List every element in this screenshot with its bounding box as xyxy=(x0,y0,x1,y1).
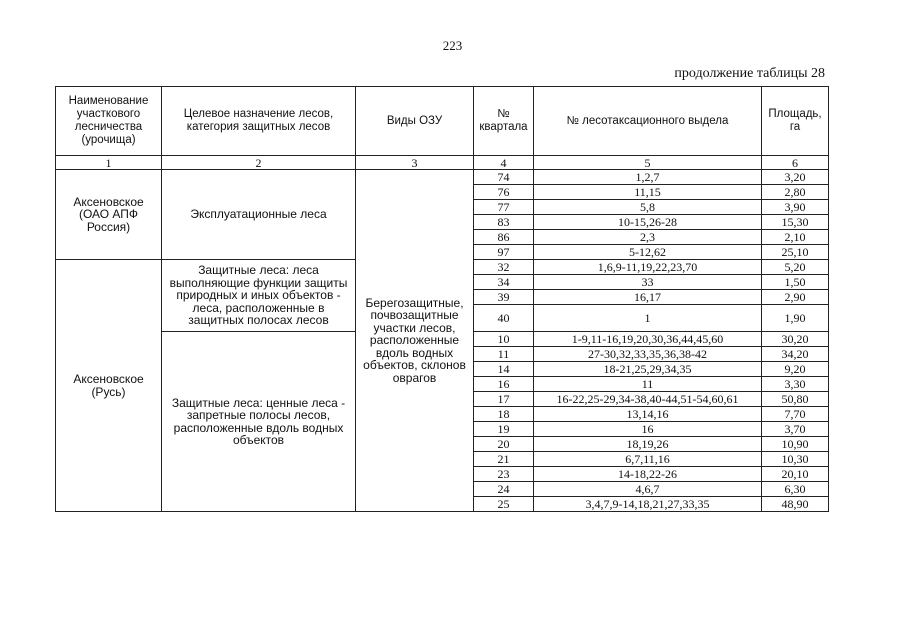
kvartal-cell: 11 xyxy=(474,347,534,362)
kvartal-cell: 20 xyxy=(474,437,534,452)
area-cell: 3,90 xyxy=(762,200,829,215)
vydel-cell: 1,2,7 xyxy=(534,170,762,185)
area-cell: 9,20 xyxy=(762,362,829,377)
kvartal-cell: 24 xyxy=(474,482,534,497)
column-number: 2 xyxy=(162,156,356,170)
vydel-cell: 2,3 xyxy=(534,230,762,245)
header-forestry: Наименование участкового лесничества (урочища) xyxy=(56,87,162,156)
kvartal-cell: 21 xyxy=(474,452,534,467)
column-number: 4 xyxy=(474,156,534,170)
kvartal-cell: 18 xyxy=(474,407,534,422)
vydel-cell: 14-18,22-26 xyxy=(534,467,762,482)
header-area: Площадь, га xyxy=(762,87,829,156)
vydel-cell: 5,8 xyxy=(534,200,762,215)
kvartal-cell: 76 xyxy=(474,185,534,200)
kvartal-cell: 32 xyxy=(474,260,534,275)
area-cell: 15,30 xyxy=(762,215,829,230)
area-cell: 1,50 xyxy=(762,275,829,290)
vydel-cell: 16,17 xyxy=(534,290,762,305)
forest-purpose: Защитные леса: леса выполняющие функции защиты природных и иных объектов - леса, расположенные в защитных полосах лесов xyxy=(162,260,356,332)
kvartal-cell: 77 xyxy=(474,200,534,215)
forest-areas-table xyxy=(55,86,829,512)
header-purpose: Целевое назначение лесов, категория защитных лесов xyxy=(162,87,356,156)
area-cell: 2,10 xyxy=(762,230,829,245)
vydel-cell: 18-21,25,29,34,35 xyxy=(534,362,762,377)
area-cell: 3,20 xyxy=(762,170,829,185)
column-number: 1 xyxy=(56,156,162,170)
area-cell: 10,90 xyxy=(762,437,829,452)
kvartal-cell: 40 xyxy=(474,305,534,332)
kvartal-cell: 25 xyxy=(474,497,534,512)
forest-purpose: Эксплуатационные леса xyxy=(162,170,356,260)
area-cell: 3,70 xyxy=(762,422,829,437)
vydel-cell: 33 xyxy=(534,275,762,290)
area-cell: 25,10 xyxy=(762,245,829,260)
kvartal-cell: 16 xyxy=(474,377,534,392)
kvartal-cell: 19 xyxy=(474,422,534,437)
area-cell: 50,80 xyxy=(762,392,829,407)
page-number: 223 xyxy=(442,38,463,53)
vydel-cell: 16 xyxy=(534,422,762,437)
kvartal-cell: 17 xyxy=(474,392,534,407)
forestry-name: Аксеновское (Русь) xyxy=(56,260,162,512)
column-number: 3 xyxy=(356,156,474,170)
vydel-cell: 10-15,26-28 xyxy=(534,215,762,230)
kvartal-cell: 23 xyxy=(474,467,534,482)
vydel-cell: 16-22,25-29,34-38,40-44,51-54,60,61 xyxy=(534,392,762,407)
area-cell: 30,20 xyxy=(762,332,829,347)
kvartal-cell: 97 xyxy=(474,245,534,260)
vydel-cell: 1 xyxy=(534,305,762,332)
vydel-cell: 18,19,26 xyxy=(534,437,762,452)
ozu-type: Берегозащитные, почвозащитные участки лесов, расположенные вдоль водных объектов, склонов оврагов xyxy=(356,170,474,512)
kvartal-cell: 34 xyxy=(474,275,534,290)
kvartal-cell: 14 xyxy=(474,362,534,377)
vydel-cell: 11,15 xyxy=(534,185,762,200)
area-cell: 1,90 xyxy=(762,305,829,332)
vydel-cell: 27-30,32,33,35,36,38-42 xyxy=(534,347,762,362)
table-continuation-label: продолжение таблицы 28 xyxy=(674,66,825,81)
vydel-cell: 1-9,11-16,19,20,30,36,44,45,60 xyxy=(534,332,762,347)
vydel-cell: 1,6,9-11,19,22,23,70 xyxy=(534,260,762,275)
vydel-cell: 4,6,7 xyxy=(534,482,762,497)
area-cell: 2,80 xyxy=(762,185,829,200)
header-ozu-types: Виды ОЗУ xyxy=(356,87,474,156)
area-cell: 48,90 xyxy=(762,497,829,512)
header-row xyxy=(56,87,829,156)
header-kvartal: № квартала xyxy=(474,87,534,156)
area-cell: 20,10 xyxy=(762,467,829,482)
vydel-cell: 13,14,16 xyxy=(534,407,762,422)
vydel-cell: 11 xyxy=(534,377,762,392)
kvartal-cell: 86 xyxy=(474,230,534,245)
vydel-cell: 5-12,62 xyxy=(534,245,762,260)
kvartal-cell: 83 xyxy=(474,215,534,230)
forest-purpose: Защитные леса: ценные леса - запретные полосы лесов, расположенные вдоль водных объектов xyxy=(162,332,356,512)
area-cell: 5,20 xyxy=(762,260,829,275)
area-cell: 3,30 xyxy=(762,377,829,392)
area-cell: 6,30 xyxy=(762,482,829,497)
column-number-row xyxy=(56,156,829,170)
vydel-cell: 6,7,11,16 xyxy=(534,452,762,467)
area-cell: 2,90 xyxy=(762,290,829,305)
vydel-cell: 3,4,7,9-14,18,21,27,33,35 xyxy=(534,497,762,512)
table-row xyxy=(56,170,829,185)
column-number: 5 xyxy=(534,156,762,170)
area-cell: 7,70 xyxy=(762,407,829,422)
kvartal-cell: 74 xyxy=(474,170,534,185)
forestry-name: Аксеновское (ОАО АПФ Россия) xyxy=(56,170,162,260)
area-cell: 34,20 xyxy=(762,347,829,362)
area-cell: 10,30 xyxy=(762,452,829,467)
header-vydel: № лесотаксационного выдела xyxy=(534,87,762,156)
column-number: 6 xyxy=(762,156,829,170)
kvartal-cell: 39 xyxy=(474,290,534,305)
kvartal-cell: 10 xyxy=(474,332,534,347)
